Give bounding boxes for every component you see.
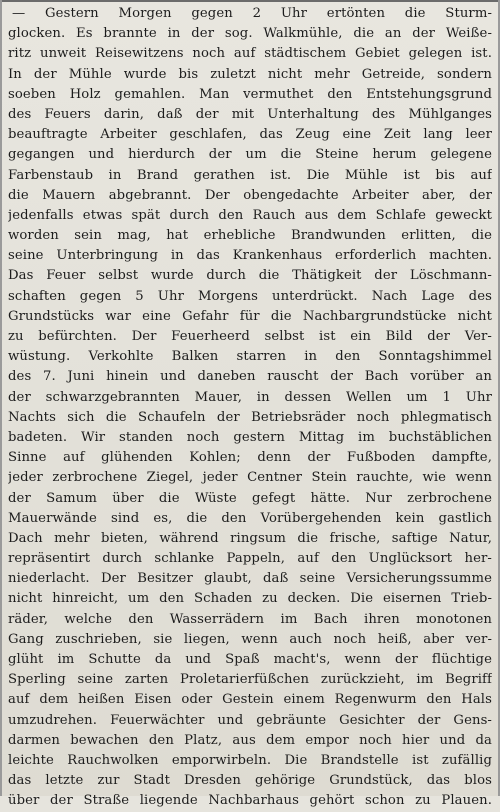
article-line: Grundstücks war eine Gefahr für die Nachbargrundstücke nicht (8, 308, 492, 324)
article-line: seine Unterbringung in das Krankenhaus erforderlich machten. (8, 248, 492, 264)
article-line: In der Mühle wurde bis zuletzt nicht mehr Getreide, sondern (8, 66, 492, 82)
top-border-rule (0, 0, 500, 2)
article-line: nicht hinreicht, um den Schaden zu decken. Die eisernen Trieb- (8, 591, 492, 607)
article-line: das letzte zur Stadt Dresden gehörige Grundstück, das blos (8, 773, 492, 789)
article-line: schaften gegen 5 Uhr Morgens unterdrückt. Nach Lage des (8, 288, 492, 304)
article-line: glüht im Schutte da und Spaß macht's, wenn der flüchtige (8, 652, 492, 667)
article-line: die Mauern abgebrannt. Der obengedachte Arbeiter aber, der (8, 187, 492, 203)
article-line: — Gestern Morgen gegen 2 Uhr ertönten die Sturm- (12, 6, 492, 21)
article-line: Das Feuer selbst wurde durch die Thätigkeit der Löschmann- (8, 268, 492, 284)
article-line: repräsentirt durch schlanke Pappeln, auf den Unglücksort her- (8, 551, 492, 567)
article-line: jedenfalls etwas spät durch den Rauch aus dem Schlafe geweckt (8, 207, 492, 223)
article-line: über der Straße liegende Nachbarhaus gehört schon zu Plauen. (8, 793, 492, 809)
left-border-rule (0, 0, 2, 796)
article-line: glocken. Es brannte in der sog. Walkmühle, die an der Weiße- (8, 26, 492, 42)
article-line: der Samum über die Wüste gefegt hätte. Nur zerbrochene (8, 490, 492, 506)
article-line: Sperling seine zarten Proletarierfüßchen zurückzieht, im Begriff (8, 672, 492, 688)
article-line: der schwarzgebrannten Mauer, in dessen Wellen um 1 Uhr (8, 389, 492, 405)
article-line: Nachts sich die Schaufeln der Betriebsräder noch phlegmatisch (8, 409, 492, 425)
article-line: Farbenstaub in Brand gerathen ist. Die Mühle ist bis auf (8, 167, 492, 183)
article-line: badeten. Wir standen noch gestern Mittag im buchstäblichen (8, 429, 492, 445)
article-line: ritz unweit Reisewitzens noch auf städtischem Gebiet gelegen ist. (8, 46, 492, 62)
article-line: wüstung. Verkohlte Balken starren in den Sonntagshimmel (8, 349, 492, 365)
article-line: darmen bewachen den Platz, aus dem empor noch hier und da (8, 732, 492, 748)
article-line: räder, welche den Wasserrädern im Bach ihren monotonen (8, 611, 492, 627)
article-line: beauftragte Arbeiter geschlafen, das Zeug eine Zeit lang leer (8, 127, 492, 143)
article-line: Dach mehr bieten, während ringsum die frische, saftige Natur, (8, 530, 492, 546)
article-line: des Feuers darin, daß der mit Unterhaltung des Mühlganges (8, 106, 492, 122)
article-line: Gang zuschrieben, sie liegen, wenn auch noch heiß, aber ver- (8, 631, 492, 647)
article-line: soeben Holz gemahlen. Man vermuthet den Entstehungsgrund (8, 86, 492, 102)
article-line: umzudrehen. Feuerwächter und gebräunte Gesichter der Gens- (8, 712, 492, 728)
article-line: des 7. Juni hinein und daneben rauscht der Bach vorüber an (8, 369, 492, 385)
article-line: niederlacht. Der Besitzer glaubt, daß seine Versicherungssumme (8, 571, 492, 587)
article-line: Sinne auf glühenden Kohlen; denn der Fußboden dampfte, (8, 450, 492, 466)
article-column (8, 4, 492, 812)
article-line: zu befürchten. Der Feuerheerd selbst ist ein Bild der Ver- (8, 329, 492, 344)
article-line: Mauerwände sind es, die den Vorübergehenden kein gastlich (8, 510, 492, 526)
article-line: leichte Rauchwolken emporwirbeln. Die Brandstelle ist zufällig (8, 752, 492, 768)
article-line: jeder zerbrochene Ziegel, jeder Centner Stein rauchte, wie wenn (8, 470, 492, 486)
article-line: worden sein mag, hat erhebliche Brandwunden erlitten, die (8, 228, 492, 244)
article-line: gegangen und hierdurch der um die Steine herum gelegene (8, 147, 492, 163)
article-line: auf dem heißen Eisen oder Gestein einem Regenwurm den Hals (8, 692, 492, 708)
